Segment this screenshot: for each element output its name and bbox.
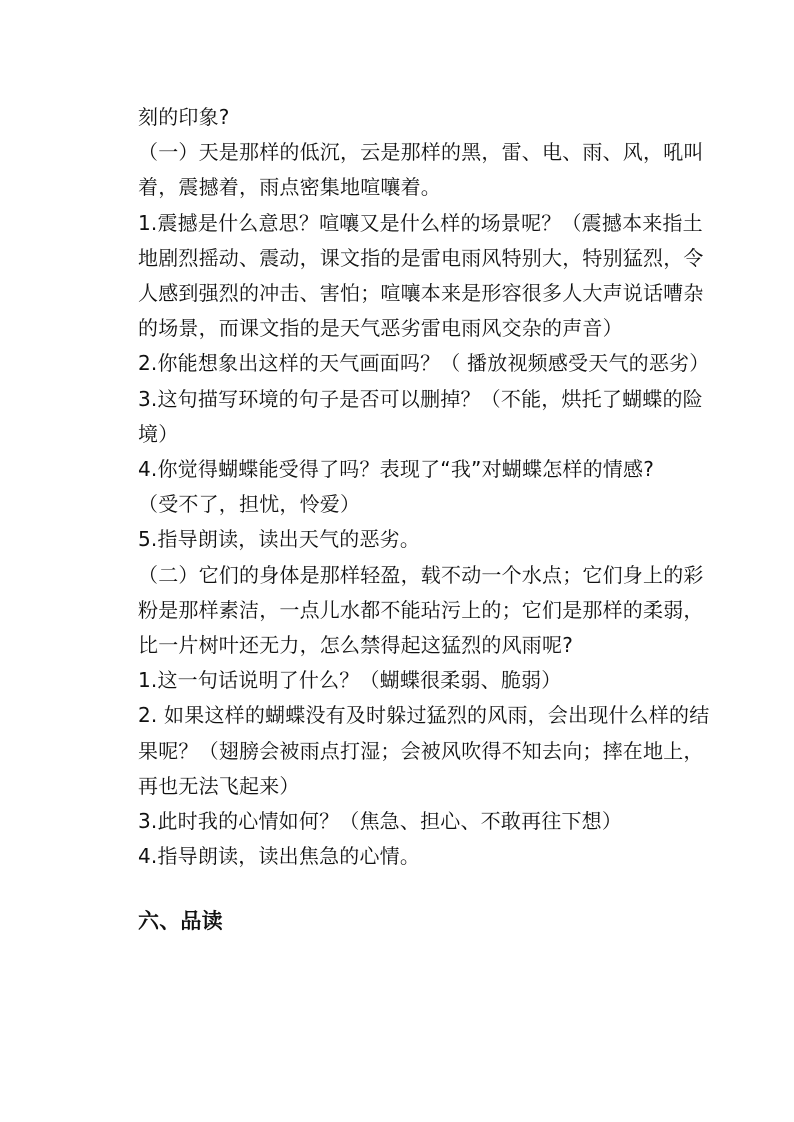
paragraph-question-b4: 4.指导朗读，读出焦急的心情。	[138, 844, 421, 869]
paragraph-question-3: 3.这句描写环境的句子是否可以删掉？（不能，烘托了蝴蝶的险境）	[138, 386, 703, 446]
paragraph-question-4: 4.你觉得蝴蝶能受得了吗？表现了“我”对蝴蝶怎样的情感? （受不了，担忧，怜爱）	[138, 457, 707, 517]
body-text	[138, 100, 718, 940]
paragraph-question-b3: 3.此时我的心情如何？（焦急、担心、不敢再往下想）	[138, 809, 623, 834]
paragraph-passage-one: （一）天是那样的低沉，云是那样的黑，雷、电、雨、风，吼叫着，震撼着，雨点密集地喧嚷着。	[138, 140, 704, 200]
section-heading: 六、品读	[138, 909, 223, 934]
paragraph-question-b1: 1.这一句话说明了什么？（蝴蝶很柔弱、脆弱）	[138, 668, 562, 693]
paragraph-question-2: 2.你能想象出这样的天气画面吗？（ 播放视频感受天气的恶劣）	[138, 351, 710, 376]
paragraph-question-1: 1.震撼是什么意思？喧嚷又是什么样的场景呢？（震撼本来指土地剧烈摇动、震动，课文指的是雷电雨风特别大，特别猛烈，令人感到强烈的冲击、害怕；喧嚷本来是形容很多人大声说话嘈杂的场景，而课文指的是天气恶劣雷电雨风交杂的声音）	[138, 210, 704, 341]
paragraph-continuation: 刻的印象?	[138, 105, 230, 129]
paragraph-passage-two: （二）它们的身体是那样轻盈，载不动一个水点；它们身上的彩粉是那样素洁，一点儿水都不能玷污上的；它们是那样的柔弱，比一片树叶还无力，怎么禁得起这猛烈的风雨呢?	[138, 562, 704, 658]
paragraph-question-5: 5.指导朗读，读出天气的恶劣。	[138, 527, 421, 552]
paragraph-question-b2: 2. 如果这样的蝴蝶没有及时躲过猛烈的风雨，会出现什么样的结果呢？（翅膀会被雨点打湿；会被风吹得不知去向；摔在地上，再也无法飞起来）	[138, 703, 710, 798]
